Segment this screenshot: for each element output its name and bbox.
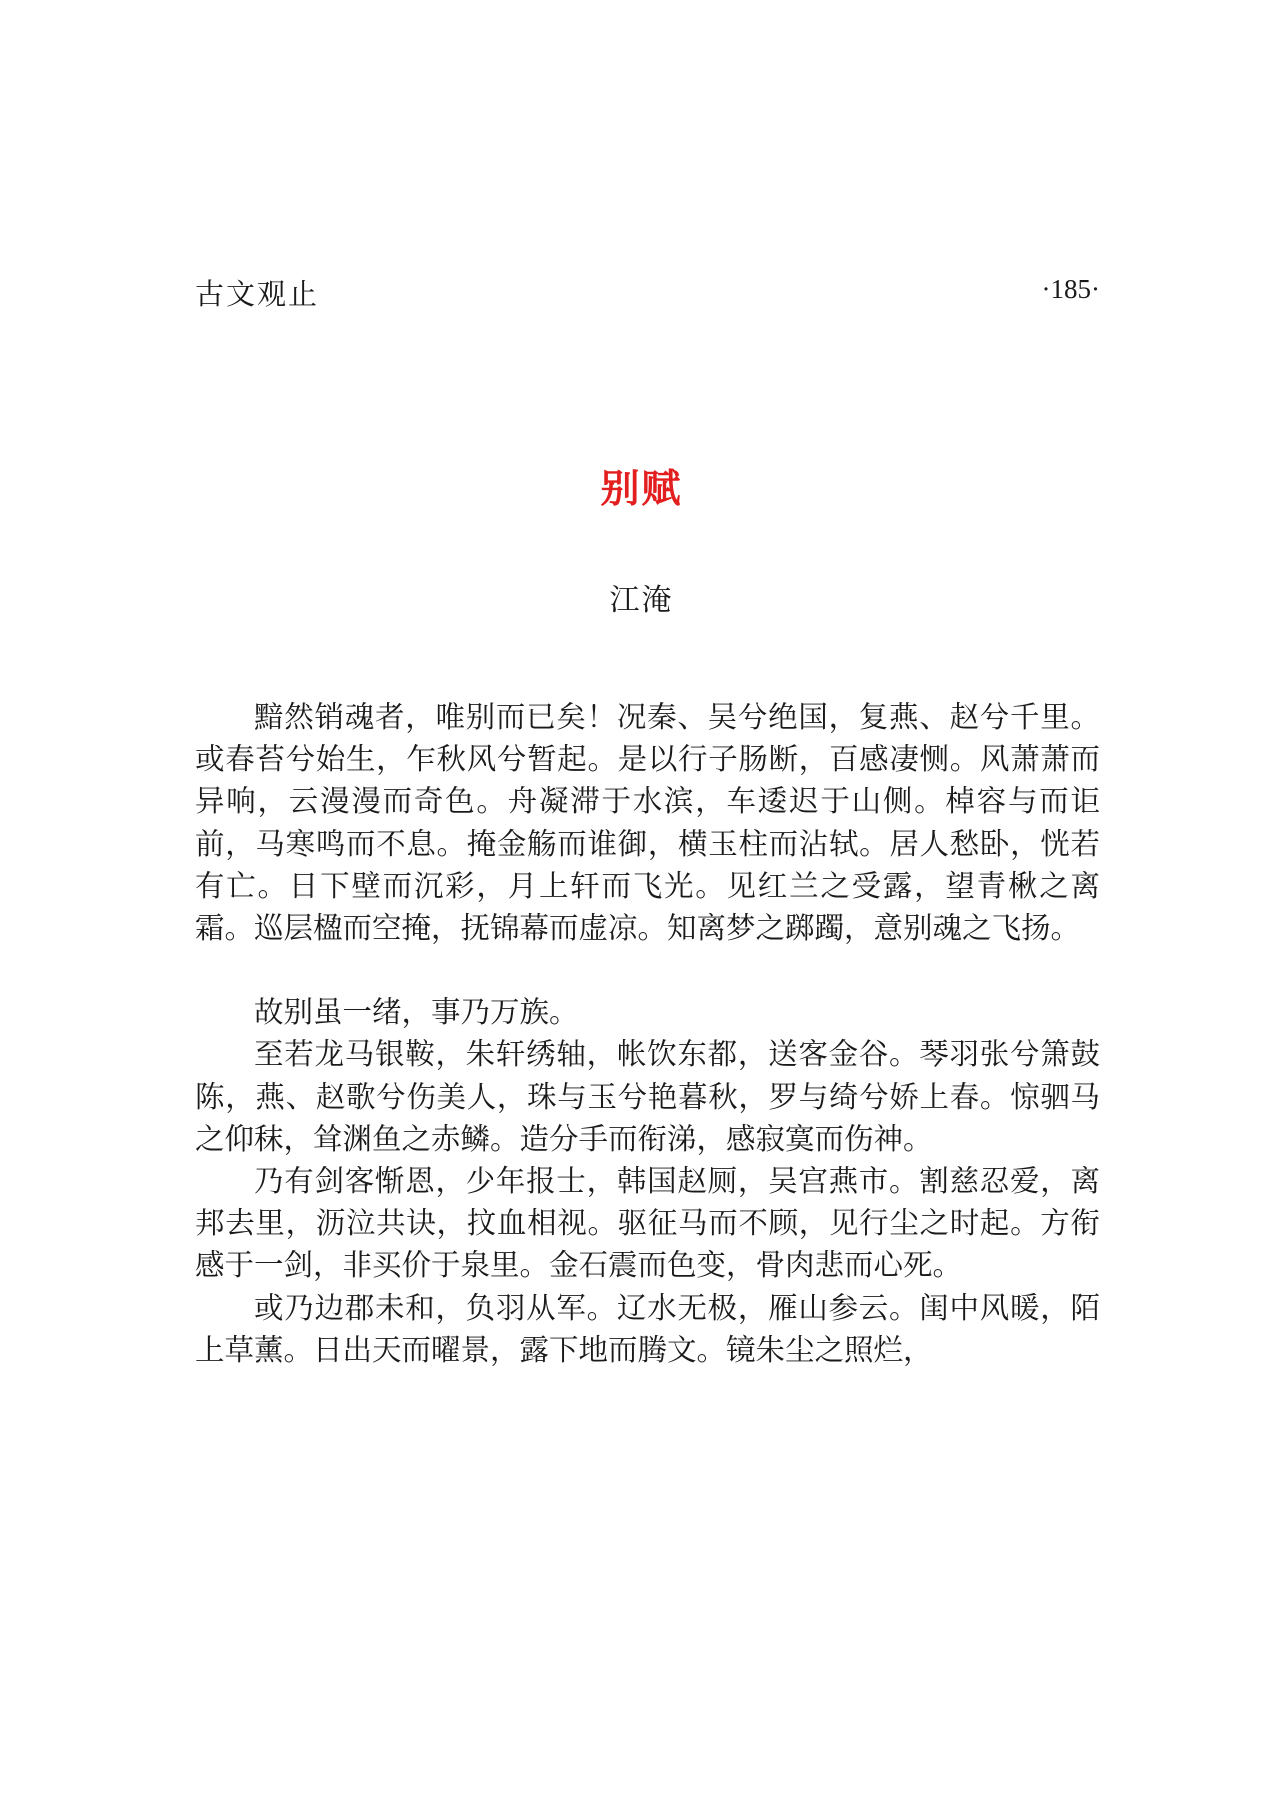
book-title: 古文观止: [195, 277, 320, 311]
paragraph: 黯然销魂者，唯别而已矣！况秦、吴兮绝国，复燕、赵兮千里。或春苔兮始生，乍秋风兮暂起。是以行子肠断，百感凄恻。风萧萧而异响，云漫漫而奇色。舟凝滞于水滨，车逶迟于山侧。棹容与而讵前，马寒鸣而不息。掩金觞而谁御，横玉柱而沾轼。居人愁卧，恍若有亡。日下壁而沉彩，月上轩而飞光。见红兰之受露，望青楸之离霜。巡层楹而空掩，抚锦幕而虚凉。知离梦之踯躅，意别魂之飞扬。: [195, 700, 1100, 946]
paragraph: 或乃边郡未和，负羽从军。辽水无极，雁山参云。闺中风暖，陌上草薰。日出天而曜景，露下地而腾文。镜朱尘之照烂，: [195, 1290, 1100, 1367]
essay-title: 别赋: [600, 467, 683, 512]
paragraph: 乃有剑客惭恩，少年报士，韩国赵厕，吴宫燕市。割慈忍爱，离邦去里，沥泣共诀，抆血相视。驱征马而不顾，见行尘之时起。方衔感于一剑，非买价于泉里。金石震而色变，骨肉悲而心死。: [195, 1164, 1100, 1283]
page-number: ·185·: [1041, 274, 1100, 304]
paragraph: 至若龙马银鞍，朱轩绣轴，帐饮东都，送客金谷。琴羽张兮箫鼓陈，燕、赵歌兮伤美人，珠与玉兮艳暮秋，罗与绮兮娇上春。惊驷马之仰秣，耸渊鱼之赤鳞。造分手而衔涕，感寂寞而伤神。: [195, 1037, 1100, 1156]
author-name: 江淹: [609, 583, 674, 618]
running-header: [195, 272, 1100, 312]
body-text: [195, 696, 1100, 1371]
paragraph: 故别虽一绪，事乃万族。: [254, 995, 579, 1030]
